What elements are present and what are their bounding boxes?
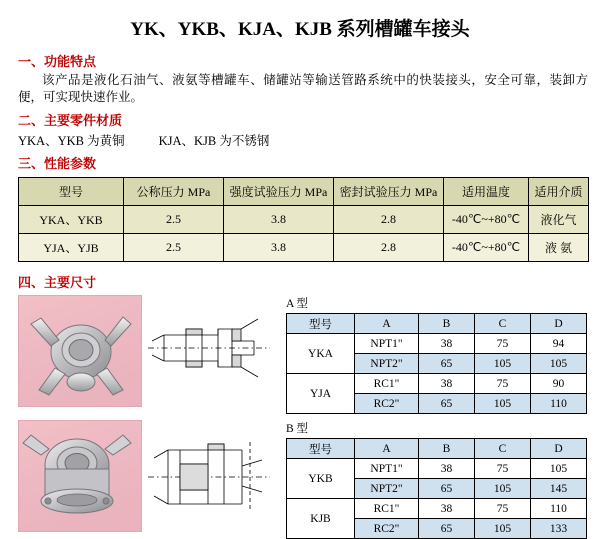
product-photo-a: [18, 295, 142, 407]
dim-cell: 105: [475, 479, 531, 499]
dimension-table-a-wrap: [286, 295, 587, 414]
dim-cell: 105: [475, 354, 531, 374]
dim-cell: 105: [475, 394, 531, 414]
dimension-table-b-wrap: [286, 420, 587, 539]
dim-cell: 38: [419, 334, 475, 354]
dim-header-cell: A: [355, 439, 419, 459]
product-photo-b: [18, 420, 142, 532]
table-row: [19, 206, 589, 234]
dim-cell: 133: [531, 519, 587, 539]
dim-cell: 75: [475, 459, 531, 479]
dim-cell: 65: [419, 394, 475, 414]
dim-cell: RC1": [355, 374, 419, 394]
dim-cell: NPT2": [355, 479, 419, 499]
perf-cell: 3.8: [224, 206, 334, 234]
perf-cell: 3.8: [224, 234, 334, 262]
dim-cell: 105: [475, 519, 531, 539]
table-header-row: [287, 439, 587, 459]
dim-header-cell: D: [531, 314, 587, 334]
coupling-drawing-b-graphic: [146, 420, 272, 530]
dim-cell: RC2": [355, 394, 419, 414]
coupling-drawing-a-graphic: [146, 295, 272, 405]
material-heading: 二、主要零件材质: [18, 113, 123, 128]
dim-cell: RC2": [355, 519, 419, 539]
dim-header-cell: 型号: [287, 314, 355, 334]
dim-cell: 38: [419, 459, 475, 479]
dim-cell: 145: [531, 479, 587, 499]
dim-cell: 75: [475, 374, 531, 394]
dim-model-cell: KJB: [287, 499, 355, 539]
coupling-photo-b-graphic: [19, 421, 141, 531]
dimension-table-b: [286, 438, 587, 539]
table-row: [287, 459, 587, 479]
dim-cell: NPT1": [355, 459, 419, 479]
perf-header-cell: 强度试验压力 MPa: [224, 178, 334, 206]
dim-cell: 90: [531, 374, 587, 394]
material-text-brass: YKA、YKB 为黄铜: [18, 134, 125, 148]
perf-cell: YKA、YKB: [19, 206, 124, 234]
dimension-blocks: [18, 295, 600, 539]
dim-header-cell: B: [419, 439, 475, 459]
dim-header-cell: 型号: [287, 439, 355, 459]
dim-cell: 38: [419, 499, 475, 519]
perf-header-cell: 适用介质: [529, 178, 589, 206]
technical-drawing-a: [146, 295, 272, 405]
dim-cell: RC1": [355, 499, 419, 519]
dim-header-cell: B: [419, 314, 475, 334]
performance-heading: 三、性能参数: [18, 156, 97, 171]
dimensions-heading: 四、主要尺寸: [18, 275, 97, 290]
perf-header-cell: 型号: [19, 178, 124, 206]
perf-header-cell: 密封试验压力 MPa: [334, 178, 444, 206]
type-label-b: B 型: [286, 423, 309, 435]
dim-cell: 75: [475, 499, 531, 519]
technical-drawing-b: [146, 420, 272, 530]
table-row: [19, 234, 589, 262]
perf-cell: 2.5: [124, 234, 224, 262]
dim-cell: 38: [419, 374, 475, 394]
dim-cell: 110: [531, 394, 587, 414]
dim-cell: NPT1": [355, 334, 419, 354]
perf-cell: -40℃~+80℃: [444, 234, 529, 262]
dim-cell: 94: [531, 334, 587, 354]
perf-header-cell: 适用温度: [444, 178, 529, 206]
table-row: [287, 374, 587, 394]
dim-header-cell: A: [355, 314, 419, 334]
perf-cell: 2.8: [334, 234, 444, 262]
features-paragraph: 该产品是液化石油气、液氨等槽罐车、储罐站等输送管路系统中的快装接头，安全可靠，装卸方便，可实现快速作业。: [18, 73, 588, 104]
dim-cell: 65: [419, 354, 475, 374]
perf-cell: 2.8: [334, 206, 444, 234]
page-title: YK、YKB、KJA、KJB 系列槽罐车接头: [130, 19, 470, 40]
dim-cell: 65: [419, 519, 475, 539]
dim-cell: 105: [531, 354, 587, 374]
perf-cell: 液化气: [529, 206, 589, 234]
perf-cell: 2.5: [124, 206, 224, 234]
coupling-photo-a-graphic: [19, 296, 141, 406]
type-label-a: A 型: [286, 298, 309, 310]
dim-cell: 105: [531, 459, 587, 479]
performance-table: [18, 177, 589, 262]
table-header-row: [19, 178, 589, 206]
perf-header-cell: 公称压力 MPa: [124, 178, 224, 206]
dim-model-cell: YJA: [287, 374, 355, 414]
dim-header-cell: C: [475, 439, 531, 459]
perf-cell: YJA、YJB: [19, 234, 124, 262]
table-row: [287, 334, 587, 354]
material-line: [18, 131, 600, 149]
material-text-steel: KJA、KJB 为不锈钢: [158, 134, 270, 148]
perf-cell: -40℃~+80℃: [444, 206, 529, 234]
dim-cell: 75: [475, 334, 531, 354]
dim-header-cell: C: [475, 314, 531, 334]
dimension-block-b: [18, 420, 600, 539]
dim-cell: NPT2": [355, 354, 419, 374]
dimension-block-a: [18, 295, 600, 414]
performance-table-wrap: [18, 177, 588, 262]
perf-cell: 液 氨: [529, 234, 589, 262]
dim-cell: 110: [531, 499, 587, 519]
dim-model-cell: YKB: [287, 459, 355, 499]
dimension-table-a: [286, 313, 587, 414]
features-heading: 一、功能特点: [18, 54, 97, 69]
table-header-row: [287, 314, 587, 334]
dim-model-cell: YKA: [287, 334, 355, 374]
dim-cell: 65: [419, 479, 475, 499]
dim-header-cell: D: [531, 439, 587, 459]
